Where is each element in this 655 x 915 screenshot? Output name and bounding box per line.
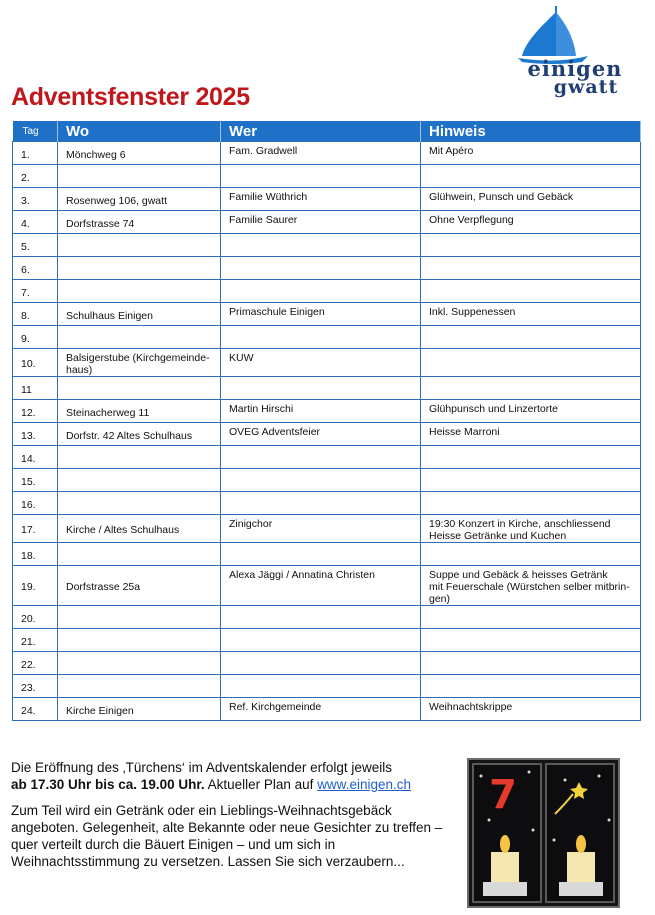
location-cell: Kirche Einigen [58, 698, 221, 721]
window-illustration [469, 760, 618, 906]
table-row [13, 142, 641, 165]
day-cell: 18. [13, 543, 58, 566]
photo-number: 7 [489, 772, 517, 818]
header-tag: Tag [13, 121, 58, 142]
day-cell: 15. [13, 469, 58, 492]
table-row [13, 492, 641, 515]
host-cell: Fam. Gradwell [221, 142, 421, 165]
host-cell: OVEG Adventsfeier [221, 423, 421, 446]
table-row [13, 469, 641, 492]
host-cell: Alexa Jäggi / Annatina Christen [221, 566, 421, 606]
table-row [13, 543, 641, 566]
day-cell: 16. [13, 492, 58, 515]
day-cell: 2. [13, 165, 58, 188]
footer-text [11, 759, 451, 870]
table-row [13, 188, 641, 211]
day-cell: 8. [13, 303, 58, 326]
note-cell [421, 543, 641, 566]
note-cell: Glühpunsch und Linzertorte [421, 400, 641, 423]
host-cell [221, 165, 421, 188]
note-cell: Weihnachtskrippe [421, 698, 641, 721]
day-cell: 24. [13, 698, 58, 721]
note-cell [421, 492, 641, 515]
day-cell: 13. [13, 423, 58, 446]
location-cell: Dorfstrasse 25a [58, 566, 221, 606]
page-title: Adventsfenster 2025 [11, 83, 250, 111]
host-cell [221, 543, 421, 566]
location-cell: Steinacherweg 11 [58, 400, 221, 423]
table-row [13, 234, 641, 257]
day-cell: 3. [13, 188, 58, 211]
footer-plan-text: Aktueller Plan auf [204, 777, 318, 792]
location-cell: Rosenweg 106, gwatt [58, 188, 221, 211]
logo-word-einigen: einigen [527, 56, 623, 81]
location-cell [58, 234, 221, 257]
logo-word-gwatt: gwatt [553, 76, 619, 98]
host-cell: Zinigchor [221, 515, 421, 543]
location-cell: Schulhaus Einigen [58, 303, 221, 326]
location-cell: Balsigerstube (Kirchgemeinde- haus) [58, 349, 221, 377]
day-cell: 7. [13, 280, 58, 303]
table-row [13, 165, 641, 188]
location-cell [58, 469, 221, 492]
header-wo: Wo [58, 121, 221, 142]
location-cell [58, 377, 221, 400]
website-link[interactable]: www.einigen.ch [317, 777, 411, 792]
host-cell [221, 492, 421, 515]
note-cell [421, 652, 641, 675]
location-cell [58, 675, 221, 698]
location-cell: Kirche / Altes Schulhaus [58, 515, 221, 543]
location-cell [58, 446, 221, 469]
host-cell: Familie Saurer [221, 211, 421, 234]
header-hinweis: Hinweis [421, 121, 641, 142]
location-cell [58, 652, 221, 675]
table-row [13, 326, 641, 349]
note-cell [421, 234, 641, 257]
note-cell [421, 675, 641, 698]
location-cell: Dorfstrasse 74 [58, 211, 221, 234]
day-cell: 4. [13, 211, 58, 234]
location-cell [58, 280, 221, 303]
table-row [13, 377, 641, 400]
table-row [13, 400, 641, 423]
note-cell [421, 629, 641, 652]
table-row [13, 698, 641, 721]
day-cell: 20. [13, 606, 58, 629]
location-cell [58, 629, 221, 652]
host-cell [221, 469, 421, 492]
host-cell [221, 257, 421, 280]
host-cell [221, 377, 421, 400]
note-cell [421, 257, 641, 280]
table-row [13, 423, 641, 446]
day-cell: 1. [13, 142, 58, 165]
note-cell [421, 606, 641, 629]
host-cell: Primaschule Einigen [221, 303, 421, 326]
host-cell [221, 326, 421, 349]
footer-paragraph-2: Zum Teil wird ein Getränk oder ein Lieblings-Weihnachtsgebäck angeboten. Gelegenheit, alte Bekannte oder neue Gesichter zu treffen – quer verteilt durch die Bäuert Einigen – und um sich in Weihnachtsstimmung zu versetzen. Lassen Sie sich verzaubern... [11, 803, 443, 869]
note-cell [421, 326, 641, 349]
note-cell: Mit Apéro [421, 142, 641, 165]
table-row [13, 675, 641, 698]
host-cell [221, 606, 421, 629]
day-cell: 10. [13, 349, 58, 377]
note-cell: Inkl. Suppenessen [421, 303, 641, 326]
note-cell [421, 165, 641, 188]
day-cell: 17. [13, 515, 58, 543]
advent-table [12, 121, 641, 721]
host-cell [221, 446, 421, 469]
location-cell: Dorfstr. 42 Altes Schulhaus [58, 423, 221, 446]
table-row [13, 629, 641, 652]
note-cell: 19:30 Konzert in Kirche, anschliessend Heisse Getränke und Kuchen [421, 515, 641, 543]
location-cell [58, 326, 221, 349]
table-row [13, 566, 641, 606]
day-cell: 6. [13, 257, 58, 280]
host-cell: Ref. Kirchgemeinde [221, 698, 421, 721]
host-cell [221, 675, 421, 698]
note-cell [421, 469, 641, 492]
location-cell: Mönchweg 6 [58, 142, 221, 165]
location-cell [58, 492, 221, 515]
note-cell [421, 446, 641, 469]
day-cell: 11 [13, 377, 58, 400]
note-cell [421, 280, 641, 303]
host-cell [221, 234, 421, 257]
table-row [13, 257, 641, 280]
note-cell [421, 377, 641, 400]
note-cell: Glühwein, Punsch und Gebäck [421, 188, 641, 211]
day-cell: 14. [13, 446, 58, 469]
note-cell [421, 349, 641, 377]
footer-intro: Die Eröffnung des ‚Türchens‘ im Adventskalender erfolgt jeweils [11, 760, 392, 775]
table-body [13, 142, 641, 721]
host-cell [221, 280, 421, 303]
note-cell: Heisse Marroni [421, 423, 641, 446]
table-row [13, 303, 641, 326]
note-cell: Ohne Verpflegung [421, 211, 641, 234]
table-row [13, 280, 641, 303]
host-cell: Martin Hirschi [221, 400, 421, 423]
einigen-gwatt-logo [516, 4, 634, 100]
table-header-row [13, 121, 641, 142]
location-cell [58, 257, 221, 280]
header-wer: Wer [221, 121, 421, 142]
note-cell: Suppe und Gebäck & heisses Getränk mit Feuerschale (Würstchen selber mitbrin- gen) [421, 566, 641, 606]
table-row [13, 652, 641, 675]
day-cell: 19. [13, 566, 58, 606]
day-cell: 12. [13, 400, 58, 423]
day-cell: 21. [13, 629, 58, 652]
host-cell: Familie Wüthrich [221, 188, 421, 211]
location-cell [58, 606, 221, 629]
footer-paragraph-1 [11, 759, 451, 793]
day-cell: 5. [13, 234, 58, 257]
host-cell [221, 629, 421, 652]
table-row [13, 606, 641, 629]
day-cell: 23. [13, 675, 58, 698]
location-cell [58, 543, 221, 566]
advent-window-photo [467, 758, 620, 908]
table-row [13, 211, 641, 234]
sailboat-icon [516, 4, 634, 64]
table-row [13, 515, 641, 543]
day-cell: 22. [13, 652, 58, 675]
table-row [13, 446, 641, 469]
location-cell [58, 165, 221, 188]
host-cell: KUW [221, 349, 421, 377]
table-row [13, 349, 641, 377]
host-cell [221, 652, 421, 675]
day-cell: 9. [13, 326, 58, 349]
footer-time: ab 17.30 Uhr bis ca. 19.00 Uhr. [11, 777, 205, 792]
